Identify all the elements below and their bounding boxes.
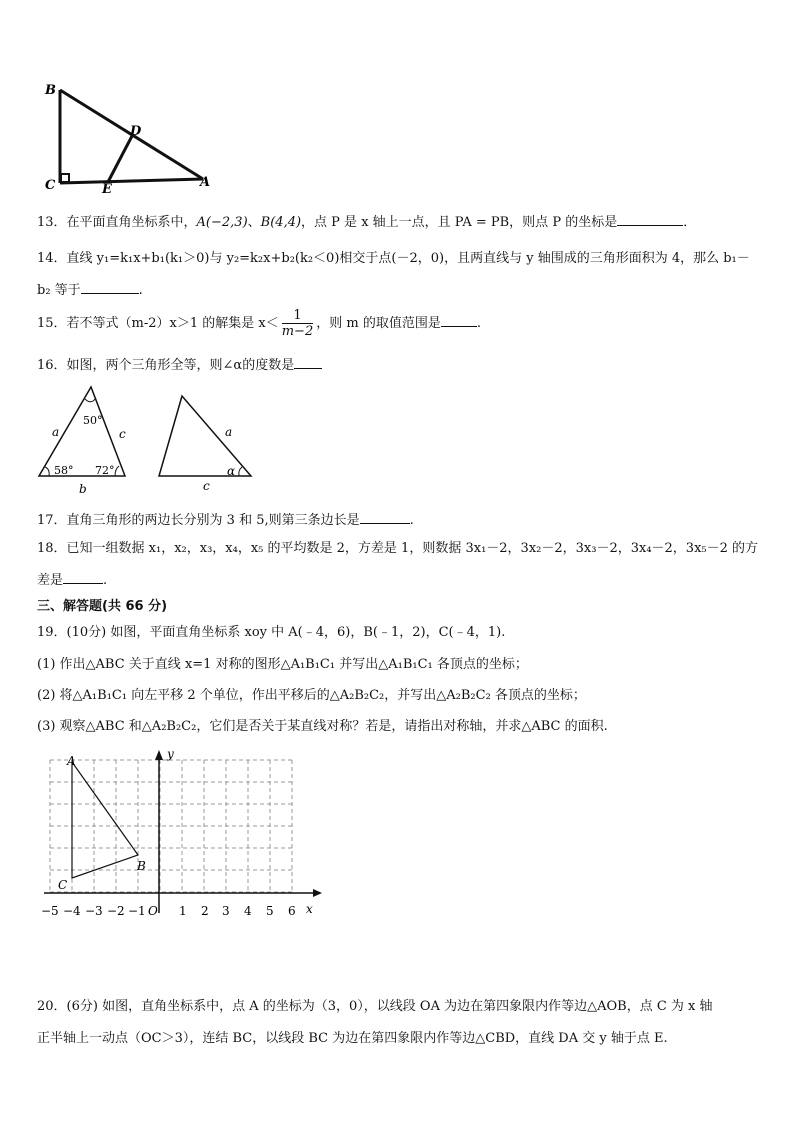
q15-text: ，则 m 的取值范围是 [316,316,441,331]
fraction-numerator: 1 [282,308,314,324]
x-axis-label: x [306,902,313,916]
q16-answer-blank[interactable] [294,355,322,369]
question-19-part2: (2) 将△A₁B₁C₁ 向左平移 2 个单位，作出平移后的△A₂B₂C₂，并写出△A₂B₂C₂ 各顶点的坐标； [37,688,586,703]
label-a: A [200,175,211,190]
x-tick-label: 1 [179,904,187,918]
x-tick-label: −1 [128,904,146,918]
q16-text: 16．如图，两个三角形全等，则∠α的度数是 [37,358,295,373]
q15-fraction [282,308,314,339]
point-c-label: C [58,878,68,892]
angle-alpha-label: α [227,464,236,478]
label-b: B [45,83,56,98]
question-17 [37,510,414,530]
q17-text: 17．直角三角形的两边长分别为 3 和 5,则第三条边长是 [37,513,360,528]
angle-top-label: 50° [83,414,103,427]
question-14-line1: 14．直线 y₁=k₁x+b₁(k₁＞0)与 y₂=k₂x+b₂(k₂＜0)相交于点(－2，0)，且两直线与 y 轴围成的三角形面积为 4，那么 b₁－ [37,251,750,266]
x-tick-label: −3 [85,904,103,918]
q17-end: . [409,513,414,528]
question-18-line2 [37,570,107,590]
q15-prefix: 15．若不等式（m-2）x＞1 的解集是 x＜ [37,316,279,331]
q13-answer-blank[interactable] [617,212,683,226]
q15-end: . [476,316,481,331]
question-20-line2: 正半轴上一动点（OC＞3），连结 BC，以线段 BC 为边在第四象限内作等边△CBD，直线 DA 交 y 轴于点 E. [37,1031,668,1046]
x-tick-label: −5 [41,904,59,918]
side-b-label: b [79,482,87,496]
fraction-denominator: m−2 [281,324,314,339]
q13-point-a: A(−2,3) [196,215,248,230]
q13-text: ，点 P 是 x 轴上一点，且 PA = PB，则点 P 的坐标是 [301,215,618,230]
x-tick-label: 5 [266,904,274,918]
right-angle-mark [61,174,69,182]
triangle-1 [39,387,126,496]
question-14-line2 [37,280,143,300]
segment-ca [60,179,203,183]
triangle-2 [159,396,251,493]
question-19-intro: 19．(10分) 如图，平面直角坐标系 xoy 中 A(﹣4，6)，B(﹣1，2)，C(﹣4，1). [37,625,506,640]
q18-end: . [103,573,108,588]
arc-bottom-right [115,466,119,476]
question-15 [37,308,481,340]
x-tick-label: 2 [201,904,209,918]
question-20-line1: 20．(6分) 如图，直角坐标系中，点 A 的坐标为（3，0），以线段 OA 为边在第四象限内作等边△AOB，点 C 为 x 轴 [37,999,713,1014]
q17-answer-blank[interactable] [360,510,410,524]
point-a-label: A [67,754,76,768]
q13-point-b: B(4,4) [260,215,302,230]
side-a-label-2: a [225,425,233,439]
label-e: E [102,182,112,196]
q18-prefix: 差是 [37,573,64,588]
label-c: C [45,178,56,193]
x-tick-label: 6 [288,904,296,918]
q14-answer-blank[interactable] [81,280,139,294]
x-axis-arrow [313,889,322,897]
triangle-abc [72,762,138,878]
q13-end: ． [683,215,697,230]
q15-answer-blank[interactable] [441,313,477,327]
y-axis-label: y [167,748,174,761]
figure-triangle-bcda [40,78,220,196]
question-19-part1: (1) 作出△ABC 关于直线 x=1 对称的图形△A₁B₁C₁ 并写出△A₁B₁C₁ 各顶点的坐标； [37,657,528,672]
angle-bottom-right-label: 72° [95,464,115,477]
arc-top [85,398,96,402]
question-18-line1: 18．已知一组数据 x₁，x₂，x₃，x₄，x₅ 的平均数是 2，方差是 1，则数据 3x₁－2，3x₂－2，3x₃－2，3x₄－2，3x₅－2 的方 [37,541,759,556]
side-c-label: c [119,427,126,441]
figure-congruent-triangles [35,383,260,498]
coordinate-grid [30,748,330,923]
x-tick-labels [41,904,296,918]
x-tick-label: 3 [222,904,230,918]
segment-ed [108,136,132,182]
section-heading: 三、解答题(共 66 分) [37,599,168,614]
x-tick-label: 4 [244,904,252,918]
q14-end: . [138,283,143,298]
x-tick-label: −2 [107,904,125,918]
q18-answer-blank[interactable] [63,570,103,584]
side-a-label: a [52,425,60,439]
label-d: D [130,124,142,139]
q13-sep: 、 [247,215,261,230]
point-b-label: B [137,859,146,873]
q14-prefix: b₂ 等于 [37,283,81,298]
q13-prefix: 13．在平面直角坐标系中， [37,215,197,230]
question-16 [37,355,322,375]
question-13 [37,212,696,232]
y-axis-arrow [155,750,163,760]
question-19-part3: (3) 观察△ABC 和△A₂B₂C₂，它们是否关于某直线对称？若是，请指出对称轴，并求△ABC 的面积. [37,719,608,734]
x-tick-label: −4 [63,904,81,918]
origin-label: O [148,904,158,918]
arc-alpha [239,467,242,476]
side-c-label-2: c [203,479,210,493]
angle-bottom-left-label: 58° [54,464,74,477]
arc-bottom-left [45,467,49,476]
